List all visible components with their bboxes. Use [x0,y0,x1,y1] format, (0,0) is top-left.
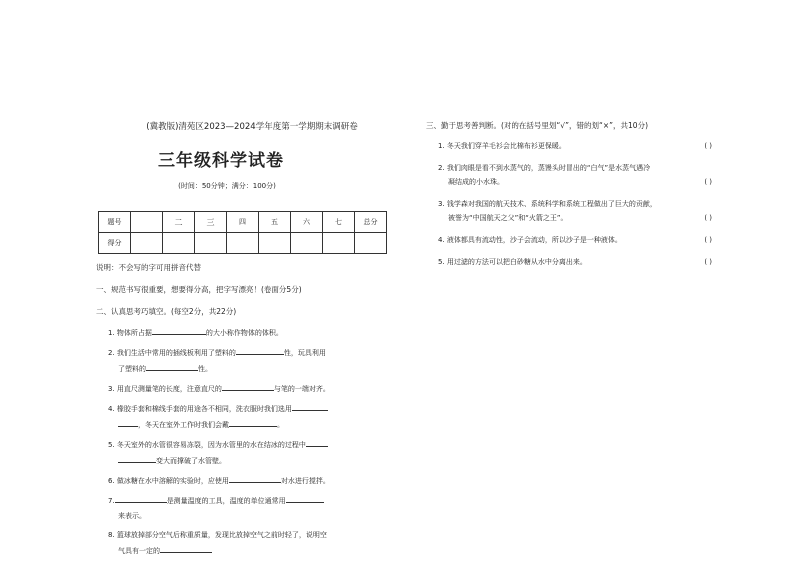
score-cell: 三 [195,212,227,233]
answer-parenthesis[interactable]: ( ) [704,142,712,150]
section-3-heading: 三、勤于思考善判断。(对的在括号里划“√”，错的划“×”，共10分) [426,121,648,130]
answer-blank[interactable] [236,345,284,355]
exam-meta: (时间：50分钟；满分：100分) [178,182,276,190]
answer-blank[interactable] [222,381,274,391]
score-cell [355,233,387,254]
fill-question-7: 7. 是测量温度的工具，温度的单位通常用 来表示。 [108,493,396,524]
section-2-heading: 二、认真思考巧填空。(每空2分，共22分) [96,307,237,316]
section-1-heading: 一、规范书写很重要，想要得分高，把字写漂亮！(卷面分5分) [96,285,302,294]
fill-question-3: 3. 用直尺测量笔的长度，注意直尺的 与笔的一端对齐。 [108,381,396,397]
answer-blank[interactable] [118,417,138,427]
fill-question-1: 1. 物体所占据 的大小称作物体的体积。 [108,325,396,341]
answer-blank[interactable] [115,493,167,503]
fill-question-2: 2. 我们生活中常用的插线板利用了塑料的 性，玩具利用 了塑料的 性。 [108,345,396,377]
score-cell: 六 [291,212,323,233]
answer-parenthesis[interactable]: ( ) [704,178,712,186]
answer-blank[interactable] [286,493,324,503]
fill-question-5: 5. 冬天室外的水管很容易冻裂，因为水管里的水在结冰的过程中 变大而撑破了水管壁。 [108,437,396,469]
answer-blank[interactable] [306,437,328,447]
left-column [96,120,396,559]
score-cell: 得分 [99,233,131,254]
score-table-score-row [99,233,387,254]
fill-question-8: 8. 篮球放掉部分空气后称重质量，发现比放掉空气之前时轻了，说明空 气具有一定的 [108,531,327,555]
judge-question-1: 1. 冬天我们穿羊毛衫会比棉布衫更保暖。 ( ) [438,139,716,153]
answer-blank[interactable] [118,453,156,463]
answer-blank[interactable] [152,325,206,335]
answer-blank[interactable] [160,543,212,553]
score-cell [227,233,259,254]
right-column [426,120,716,269]
answer-blank[interactable] [229,417,277,427]
exam-title: 三年级科学试卷 [158,151,284,171]
score-cell: 二 [163,212,195,233]
answer-blank[interactable] [146,361,198,371]
score-cell [195,233,227,254]
instructions-note: 说明：不会写的字可用拼音代替 [96,263,201,272]
score-cell: 总分 [355,212,387,233]
fill-question-4: 4. 橡胶手套和棉线手套的用途各不相同，洗衣服时我们选用 ，冬天在室外工作时我们会戴 。 [108,401,396,433]
score-cell: 题号 [99,212,131,233]
judge-question-3: 3. 钱学森对我国的航天技术、系统科学和系统工程做出了巨大的贡献， 被誉为“中国航天之父”和“火箭之王”。 ( ) [438,197,716,225]
score-cell [323,233,355,254]
answer-parenthesis[interactable]: ( ) [704,214,712,222]
score-cell [131,233,163,254]
score-cell [291,233,323,254]
judge-question-5: 5. 用过滤的方法可以把白砂糖从水中分离出来。 ( ) [438,255,716,269]
score-cell [259,233,291,254]
score-cell: 五 [259,212,291,233]
judge-question-4: 4. 液体都具有流动性，沙子会流动，所以沙子是一种液体。 ( ) [438,233,716,247]
answer-parenthesis[interactable]: ( ) [704,258,712,266]
answer-blank[interactable] [229,473,281,483]
score-cell [163,233,195,254]
exam-header: (冀教版)清苑区2023—2024学年度第一学期期末调研卷 [146,122,358,132]
fill-question-6: 6. 做冰糖在水中溶解的实验时，应使用 对水进行搅拌。 [108,473,396,489]
score-table-header-row [99,212,387,233]
answer-blank[interactable] [292,401,328,411]
answer-parenthesis[interactable]: ( ) [704,236,712,244]
score-cell [131,212,163,233]
score-cell: 七 [323,212,355,233]
judge-question-2: 2. 我们肉眼是看不到水蒸气的，蒸馒头时冒出的“白气”是水蒸气遇冷 凝结成的小水珠。 ( ) [438,161,716,189]
score-cell: 四 [227,212,259,233]
score-table [98,211,387,254]
